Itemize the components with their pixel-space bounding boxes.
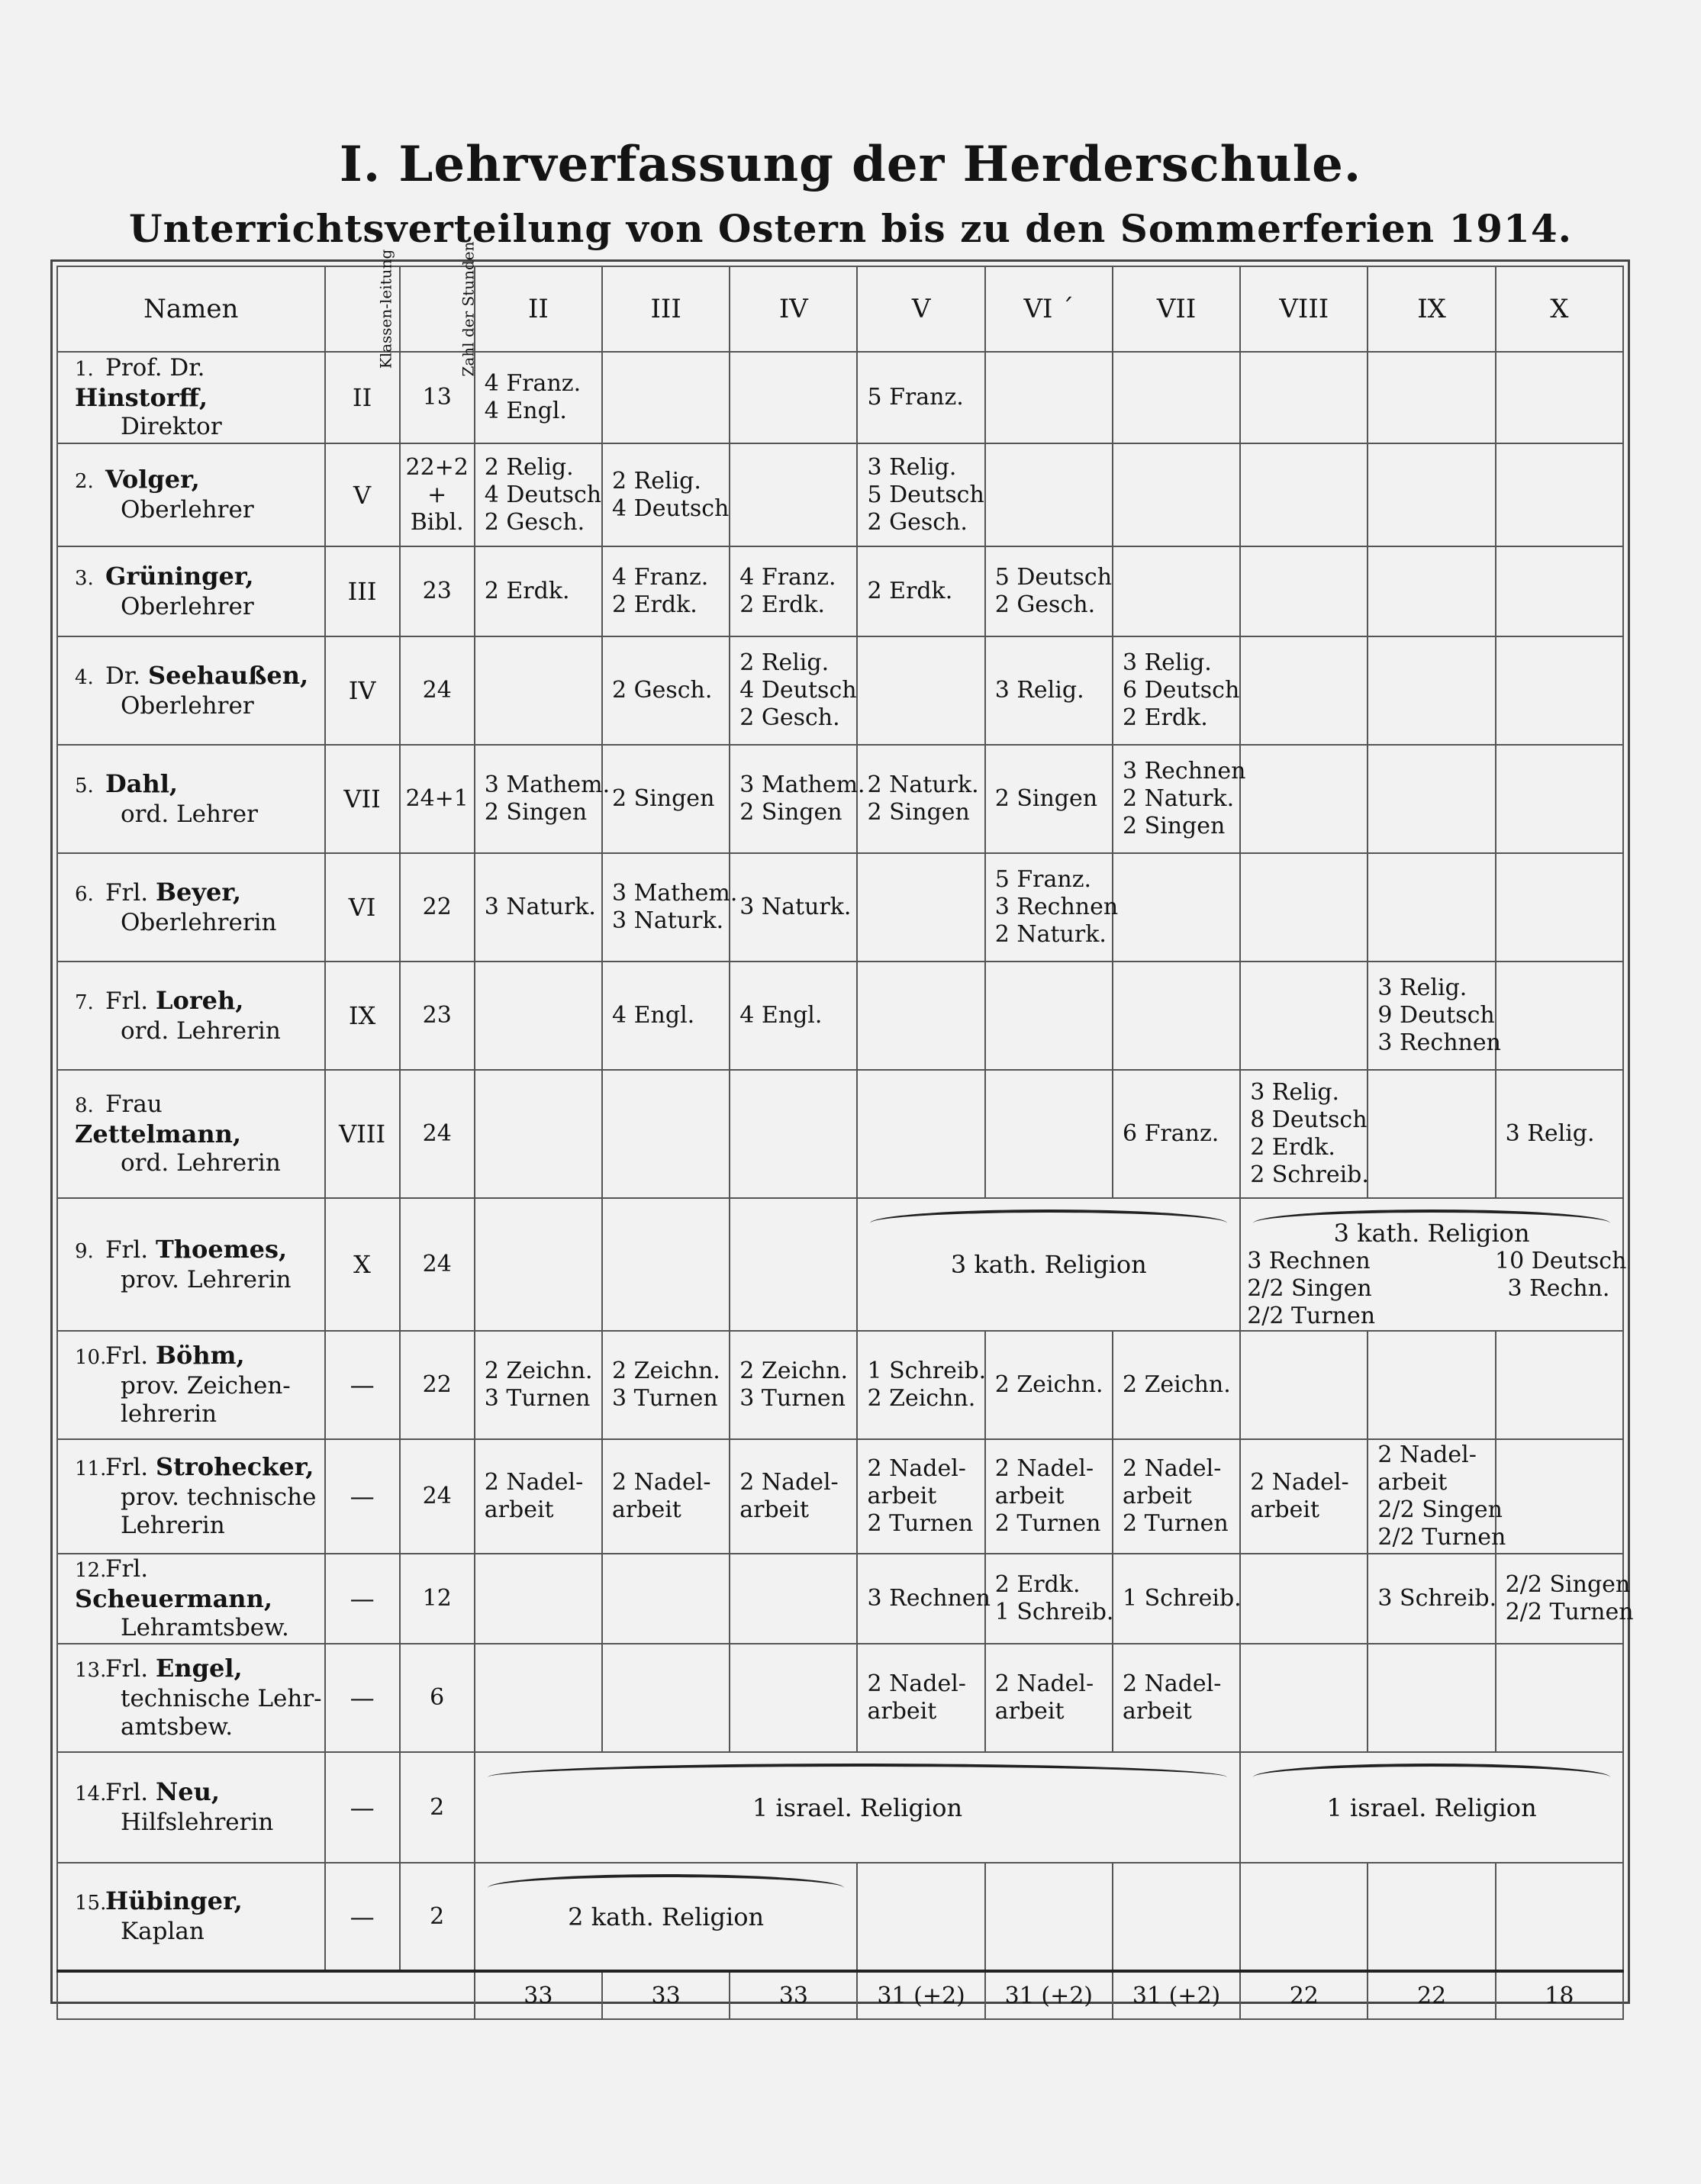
subject-cell-IX	[1368, 443, 1495, 546]
subject-cell-X	[1496, 1644, 1623, 1752]
teacher-role: ord. Lehrer	[121, 800, 258, 828]
teacher-name-cell	[57, 443, 325, 546]
subject-cell-IX	[1368, 1070, 1495, 1198]
subject-cell-III	[602, 1070, 730, 1198]
subject-cell-VII: 3 Relig. 6 Deutsch 2 Erdk.	[1113, 636, 1240, 745]
class-lead-cell: VII	[325, 745, 400, 853]
subject-cell-X	[1496, 1863, 1623, 1971]
teacher-prefix: Prof. Dr.	[105, 354, 205, 382]
teacher-role: Oberlehrer	[121, 691, 254, 720]
subject-cell-II	[475, 1198, 602, 1331]
subject-cell-V: 1 Schreib. 2 Zeichn.	[857, 1331, 984, 1439]
teacher-name: Seehaußen,	[147, 660, 309, 690]
subject-cell-IX	[1368, 546, 1495, 636]
subject-cell-VII	[1113, 352, 1240, 443]
teacher-number: 10.	[75, 1346, 107, 1369]
teacher-row	[57, 352, 1623, 443]
teacher-number: 6.	[75, 882, 94, 906]
subject-cell-IX	[1368, 1331, 1495, 1439]
grouping-brace	[488, 1764, 1227, 1777]
subject-cell-V: 3 Relig. 5 Deutsch 2 Gesch.	[857, 443, 984, 546]
schedule-table	[56, 241, 1634, 2020]
subject-cell-VIII	[1240, 853, 1368, 962]
subject-cell-IV: 2 Zeichn. 3 Turnen	[730, 1331, 857, 1439]
class-lead-cell: IX	[325, 962, 400, 1070]
subject-cell-VI	[985, 1070, 1113, 1198]
teacher-number: 13.	[75, 1659, 107, 1682]
class-lead-cell: II	[325, 352, 400, 443]
teacher-number: 1.	[75, 358, 94, 381]
teacher-prefix: Frl.	[105, 1655, 149, 1683]
class-lead-cell: —	[325, 1439, 400, 1554]
subject-cell-III: 2 Gesch.	[602, 636, 730, 745]
teacher-name-cell	[57, 1554, 325, 1644]
class-lead-cell: —	[325, 1863, 400, 1971]
subject-cell-VIII	[1240, 1644, 1368, 1752]
teacher-name-cell	[57, 1070, 325, 1198]
subject-cell-VI: 2 Zeichn.	[985, 1331, 1113, 1439]
subject-cell-X: 2/2 Singen 2/2 Turnen	[1496, 1554, 1623, 1644]
subject-cell-VI: 2 Erdk. 1 Schreib.	[985, 1554, 1113, 1644]
subject-cell-III: 3 Mathem. 3 Naturk.	[602, 853, 730, 962]
class-lead-cell: —	[325, 1331, 400, 1439]
subject-cell-VII	[1113, 853, 1240, 962]
teacher-prefix: Frl.	[105, 1779, 149, 1806]
subject-cell-VIII: 3 Rechnen 2/2 Singen 2/2 Turnen	[1247, 1248, 1376, 1329]
teacher-row	[57, 1863, 1623, 1971]
teacher-role: Hilfslehrerin	[121, 1809, 274, 1836]
subject-cell-IV: 4 Engl.	[730, 962, 857, 1070]
subject-cell-V: 2 Nadel- arbeit	[857, 1644, 984, 1752]
hours-cell: 23	[400, 962, 475, 1070]
subject-cell-III: 2 Nadel- arbeit	[602, 1439, 730, 1554]
teacher-row	[57, 853, 1623, 962]
class-lead-cell: X	[325, 1198, 400, 1331]
teacher-number: 7.	[75, 991, 94, 1014]
teacher-prefix: Frl.	[105, 1454, 149, 1481]
subject-cell-X	[1496, 745, 1623, 853]
subject-cell-X: 10 Deutsch 3 Rechn.	[1495, 1248, 1627, 1302]
subject-cell-III	[602, 352, 730, 443]
schedule-body	[57, 352, 1634, 1971]
grouping-brace	[1253, 1764, 1610, 1777]
spanning-subject-text: 1 israel. Religion	[752, 1793, 963, 1822]
spanning-subject-text: 1 israel. Religion	[1326, 1793, 1537, 1822]
teacher-number: 12.	[75, 1559, 107, 1582]
teacher-role: Oberlehrer	[121, 592, 254, 620]
total-IX: 22	[1368, 1971, 1495, 2019]
subject-cell-II	[475, 962, 602, 1070]
subject-cell-II	[475, 636, 602, 745]
teacher-row	[57, 546, 1623, 636]
teacher-prefix: Frau	[105, 1090, 163, 1118]
subject-cell-III: 2 Zeichn. 3 Turnen	[602, 1331, 730, 1439]
subject-cell-IV	[730, 352, 857, 443]
teacher-name: Hinstorff,	[75, 383, 208, 412]
subject-cell-III: 4 Franz. 2 Erdk.	[602, 546, 730, 636]
subject-cell-X	[1496, 962, 1623, 1070]
total-III: 33	[602, 1971, 730, 2019]
total-V: 31 (+2)	[857, 1971, 984, 2019]
teacher-number: 8.	[75, 1094, 94, 1117]
subject-cell-VIII	[1240, 1554, 1368, 1644]
teacher-name: Scheuermann,	[75, 1584, 272, 1613]
class-lead-cell: V	[325, 443, 400, 546]
subject-cell-IX	[1368, 745, 1495, 853]
teacher-row	[57, 1644, 1623, 1752]
subject-cell-V: 5 Franz.	[857, 352, 984, 443]
spanning-subject-text: 2 kath. Religion	[568, 1902, 765, 1931]
spanning-subject-cell	[1240, 1198, 1627, 1331]
teacher-role: prov. Zeichen- lehrerin	[121, 1372, 291, 1428]
subject-cell-VIII	[1240, 546, 1368, 636]
teacher-name-cell	[57, 1198, 325, 1331]
teacher-role: Oberlehrer	[121, 496, 254, 523]
subject-cell-III: 4 Engl.	[602, 962, 730, 1070]
subject-cell-IX	[1368, 1644, 1495, 1752]
subject-cell-VIII	[1240, 1863, 1368, 1971]
subject-cell-VII: 2 Nadel- arbeit 2 Turnen	[1113, 1439, 1240, 1554]
subject-cell-VIII: 2 Nadel- arbeit	[1240, 1439, 1368, 1554]
teacher-role: ord. Lehrerin	[121, 1149, 281, 1177]
total-II: 33	[475, 1971, 602, 2019]
subject-cell-IV: 4 Franz. 2 Erdk.	[730, 546, 857, 636]
subject-cell-V	[857, 1863, 984, 1971]
grouping-brace	[1253, 1210, 1610, 1223]
teacher-row	[57, 1070, 1623, 1198]
teacher-number: 9.	[75, 1239, 94, 1263]
subject-cell-IX	[1368, 1863, 1495, 1971]
total-VII: 31 (+2)	[1113, 1971, 1240, 2019]
teacher-row	[57, 443, 1623, 546]
teacher-name: Loreh,	[155, 985, 244, 1015]
hours-cell: 24+1	[400, 745, 475, 853]
teacher-name: Grüninger,	[105, 561, 254, 591]
subject-cell-V	[857, 1070, 984, 1198]
subject-cell-II: 2 Nadel- arbeit	[475, 1439, 602, 1554]
teacher-name: Beyer,	[155, 877, 241, 907]
subject-cell-II	[475, 1554, 602, 1644]
subject-cell-IV	[730, 1554, 857, 1644]
teacher-role: Oberlehrerin	[121, 908, 277, 936]
header-namen: Namen	[57, 266, 325, 352]
subject-cell-VIII: 3 Relig. 8 Deutsch 2 Erdk. 2 Schreib.	[1240, 1070, 1368, 1198]
subject-cell-VIII	[1240, 443, 1368, 546]
subject-cell-VII	[1113, 962, 1240, 1070]
teacher-number: 14.	[75, 1783, 107, 1806]
subject-cell-V	[857, 636, 984, 745]
spanning-subject-text: 3 kath. Religion	[1333, 1219, 1530, 1248]
subject-cell-V: 2 Erdk.	[857, 546, 984, 636]
teacher-row	[57, 1198, 1623, 1331]
subject-cell-VII	[1113, 546, 1240, 636]
teacher-name: Engel,	[155, 1654, 243, 1683]
subject-cell-II: 2 Erdk.	[475, 546, 602, 636]
header-grade-IX: IX	[1368, 266, 1495, 352]
grouping-brace	[488, 1874, 845, 1888]
subject-cell-V: 2 Nadel- arbeit 2 Turnen	[857, 1439, 984, 1554]
total-IV: 33	[730, 1971, 857, 2019]
teacher-name: Volger,	[105, 465, 200, 494]
subject-cell-II	[475, 1644, 602, 1752]
subject-cell-VI	[985, 1863, 1113, 1971]
subject-cell-II: 2 Zeichn. 3 Turnen	[475, 1331, 602, 1439]
page-title: I. Lehrverfassung der Herderschule.	[339, 136, 1362, 193]
subject-cell-VI: 2 Nadel- arbeit	[985, 1644, 1113, 1752]
hours-cell: 24	[400, 636, 475, 745]
header-grade-V: V	[857, 266, 984, 352]
subject-cell-X	[1496, 443, 1623, 546]
subject-cell-X	[1496, 546, 1623, 636]
hours-cell: 2	[400, 1752, 475, 1863]
subject-cell-X	[1496, 352, 1623, 443]
teacher-name-cell	[57, 1644, 325, 1752]
subject-cell-III: 2 Singen	[602, 745, 730, 853]
teacher-name: Dahl,	[105, 768, 179, 798]
teacher-name-cell	[57, 546, 325, 636]
subject-cell-II	[475, 1070, 602, 1198]
subject-cell-VI: 2 Singen	[985, 745, 1113, 853]
subject-cell-VII	[1113, 443, 1240, 546]
header-grade-IV: IV	[730, 266, 857, 352]
hours-cell: 22	[400, 853, 475, 962]
totals-row	[57, 1971, 1623, 2019]
subject-cell-VIII	[1240, 1331, 1368, 1439]
class-lead-cell: —	[325, 1644, 400, 1752]
subject-cell-IV: 2 Nadel- arbeit	[730, 1439, 857, 1554]
teacher-prefix: Frl.	[105, 1235, 149, 1264]
schedule-table-wrap	[56, 241, 1634, 2020]
subject-cell-VIII	[1240, 352, 1368, 443]
spanning-subject-cell	[1240, 1752, 1623, 1863]
teacher-name-cell	[57, 1752, 325, 1863]
teacher-row	[57, 745, 1623, 853]
teacher-role: prov. Lehrerin	[121, 1265, 292, 1293]
subject-cell-IX	[1368, 636, 1495, 745]
header-grade-III: III	[602, 266, 730, 352]
subject-cell-III	[602, 1644, 730, 1752]
grouping-brace	[870, 1210, 1227, 1223]
class-lead-cell: —	[325, 1554, 400, 1644]
teacher-name: Hübinger,	[105, 1886, 243, 1915]
subject-cell-X	[1496, 636, 1623, 745]
page-subtitle: Unterrichtsverteilung von Ostern bis zu den Sommerferien 1914.	[128, 206, 1573, 251]
subject-cell-IX: 3 Schreib.	[1368, 1554, 1495, 1644]
teacher-prefix: Frl.	[105, 1342, 149, 1370]
teacher-name-cell	[57, 352, 325, 443]
header-grade-II: II	[475, 266, 602, 352]
hours-cell: 2	[400, 1863, 475, 1971]
teacher-row	[57, 636, 1623, 745]
subject-cell-VII: 1 Schreib.	[1113, 1554, 1240, 1644]
teacher-prefix: Frl.	[105, 878, 149, 907]
teacher-row	[57, 1331, 1623, 1439]
teacher-name-cell	[57, 1331, 325, 1439]
teacher-role: ord. Lehrerin	[121, 1016, 281, 1045]
teacher-row	[57, 1752, 1623, 1863]
subject-cell-IV: 3 Mathem. 2 Singen	[730, 745, 857, 853]
totals-label-cell	[57, 1971, 475, 2019]
header-grade-VI: VI ´	[985, 266, 1113, 352]
teacher-prefix: Dr.	[105, 662, 141, 690]
header-stunden: Zahl der Stunden	[400, 266, 475, 352]
hours-cell: 6	[400, 1644, 475, 1752]
teacher-name-cell	[57, 745, 325, 853]
spanning-subject-cell	[857, 1198, 1240, 1331]
subject-cell-VI: 2 Nadel- arbeit 2 Turnen	[985, 1439, 1113, 1554]
subject-cell-IX: 3 Relig. 9 Deutsch 3 Rechnen	[1368, 962, 1495, 1070]
teacher-role: technische Lehr- amtsbew.	[121, 1685, 322, 1741]
subject-cell-III	[602, 1554, 730, 1644]
subject-cell-II: 3 Naturk.	[475, 853, 602, 962]
subject-cell-IX	[1368, 352, 1495, 443]
subject-cell-VII: 3 Rechnen 2 Naturk. 2 Singen	[1113, 745, 1240, 853]
total-VIII: 22	[1240, 1971, 1368, 2019]
subject-cell-V	[857, 853, 984, 962]
spanning-subject-text: 3 kath. Religion	[950, 1250, 1147, 1279]
subject-cell-VIII	[1240, 636, 1368, 745]
subject-cell-VII: 2 Zeichn.	[1113, 1331, 1240, 1439]
hours-cell: 24	[400, 1198, 475, 1331]
teacher-name: Thoemes,	[155, 1234, 288, 1264]
class-lead-cell: III	[325, 546, 400, 636]
subject-cell-IX	[1368, 853, 1495, 962]
total-VI: 31 (+2)	[985, 1971, 1113, 2019]
subject-cell-VIII	[1240, 962, 1368, 1070]
teacher-number: 15.	[75, 1892, 107, 1915]
subject-cell-VI: 5 Deutsch 2 Gesch.	[985, 546, 1113, 636]
subject-cell-IX: 2 Nadel- arbeit 2/2 Singen 2/2 Turnen	[1368, 1439, 1495, 1554]
hours-cell: 22	[400, 1331, 475, 1439]
subject-cell-X	[1496, 1331, 1623, 1439]
teacher-number: 4.	[75, 665, 94, 689]
hours-cell: 24	[400, 1439, 475, 1554]
teacher-name-cell	[57, 1439, 325, 1554]
teacher-name-cell	[57, 853, 325, 962]
subject-cell-III: 2 Relig. 4 Deutsch	[602, 443, 730, 546]
hours-cell: 23	[400, 546, 475, 636]
hours-cell: 22+2 + Bibl.	[400, 443, 475, 546]
teacher-row	[57, 1554, 1623, 1644]
header-grade-X: X	[1496, 266, 1623, 352]
subject-cell-V	[857, 962, 984, 1070]
hours-cell: 24	[400, 1070, 475, 1198]
subject-cell-II: 3 Mathem. 2 Singen	[475, 745, 602, 853]
teacher-row	[57, 962, 1623, 1070]
header-klassenleitung: Klassen-leitung	[325, 266, 400, 352]
subject-cell-V: 2 Naturk. 2 Singen	[857, 745, 984, 853]
teacher-name: Böhm,	[155, 1341, 245, 1370]
class-lead-cell: IV	[325, 636, 400, 745]
subject-cell-IX	[1374, 1248, 1495, 1330]
teacher-name-cell	[57, 962, 325, 1070]
class-lead-cell: VI	[325, 853, 400, 962]
subject-cell-VI	[985, 962, 1113, 1070]
subject-cell-II: 4 Franz. 4 Engl.	[475, 352, 602, 443]
header-grade-VII: VII	[1113, 266, 1240, 352]
subject-cell-X: 3 Relig.	[1496, 1070, 1623, 1198]
spanning-subject-cell	[475, 1863, 858, 1971]
teacher-number: 11.	[75, 1458, 107, 1480]
subject-cell-II: 2 Relig. 4 Deutsch 2 Gesch.	[475, 443, 602, 546]
subject-cell-VII: 2 Nadel- arbeit	[1113, 1644, 1240, 1752]
subject-cell-VIII	[1240, 745, 1368, 853]
subject-cell-IV	[730, 1070, 857, 1198]
subject-cell-VI: 5 Franz. 3 Rechnen 2 Naturk.	[985, 853, 1113, 962]
teacher-role: Lehramtsbew.	[121, 1614, 289, 1641]
teacher-name: Zettelmann,	[75, 1119, 242, 1148]
teacher-name: Strohecker,	[155, 1452, 314, 1481]
header-row	[57, 266, 1623, 352]
subject-cell-X	[1496, 853, 1623, 962]
teacher-name: Neu,	[155, 1777, 220, 1806]
subject-cell-VI: 3 Relig.	[985, 636, 1113, 745]
subject-cell-III	[602, 1198, 730, 1331]
teacher-number: 3.	[75, 566, 94, 590]
teacher-prefix: Frl.	[105, 987, 149, 1015]
teacher-number: 5.	[75, 774, 94, 797]
teacher-role: Kaplan	[121, 1918, 205, 1945]
teacher-number: 2.	[75, 470, 94, 493]
spanning-subject-cell	[475, 1752, 1240, 1863]
header-grade-VIII: VIII	[1240, 266, 1368, 352]
subject-cell-V: 3 Rechnen	[857, 1554, 984, 1644]
teacher-role: Direktor	[121, 413, 222, 440]
teacher-name-cell	[57, 636, 325, 745]
subject-cell-VI	[985, 443, 1113, 546]
subject-cell-IV	[730, 1198, 857, 1331]
class-lead-cell: VIII	[325, 1070, 400, 1198]
hours-cell: 13	[400, 352, 475, 443]
total-X: 18	[1496, 1971, 1623, 2019]
subject-cell-IV	[730, 443, 857, 546]
hours-cell: 12	[400, 1554, 475, 1644]
class-lead-cell: —	[325, 1752, 400, 1863]
subject-cell-VI	[985, 352, 1113, 443]
subject-cell-VII: 6 Franz.	[1113, 1070, 1240, 1198]
subject-cell-IV: 3 Naturk.	[730, 853, 857, 962]
subject-cell-VII	[1113, 1863, 1240, 1971]
subject-cell-IV: 2 Relig. 4 Deutsch 2 Gesch.	[730, 636, 857, 745]
subject-cell-IV	[730, 1644, 857, 1752]
subject-cell-X	[1496, 1439, 1623, 1554]
teacher-role: prov. technische Lehrerin	[121, 1483, 317, 1539]
teacher-row	[57, 1439, 1623, 1554]
teacher-prefix: Frl.	[105, 1555, 149, 1583]
teacher-name-cell	[57, 1863, 325, 1971]
